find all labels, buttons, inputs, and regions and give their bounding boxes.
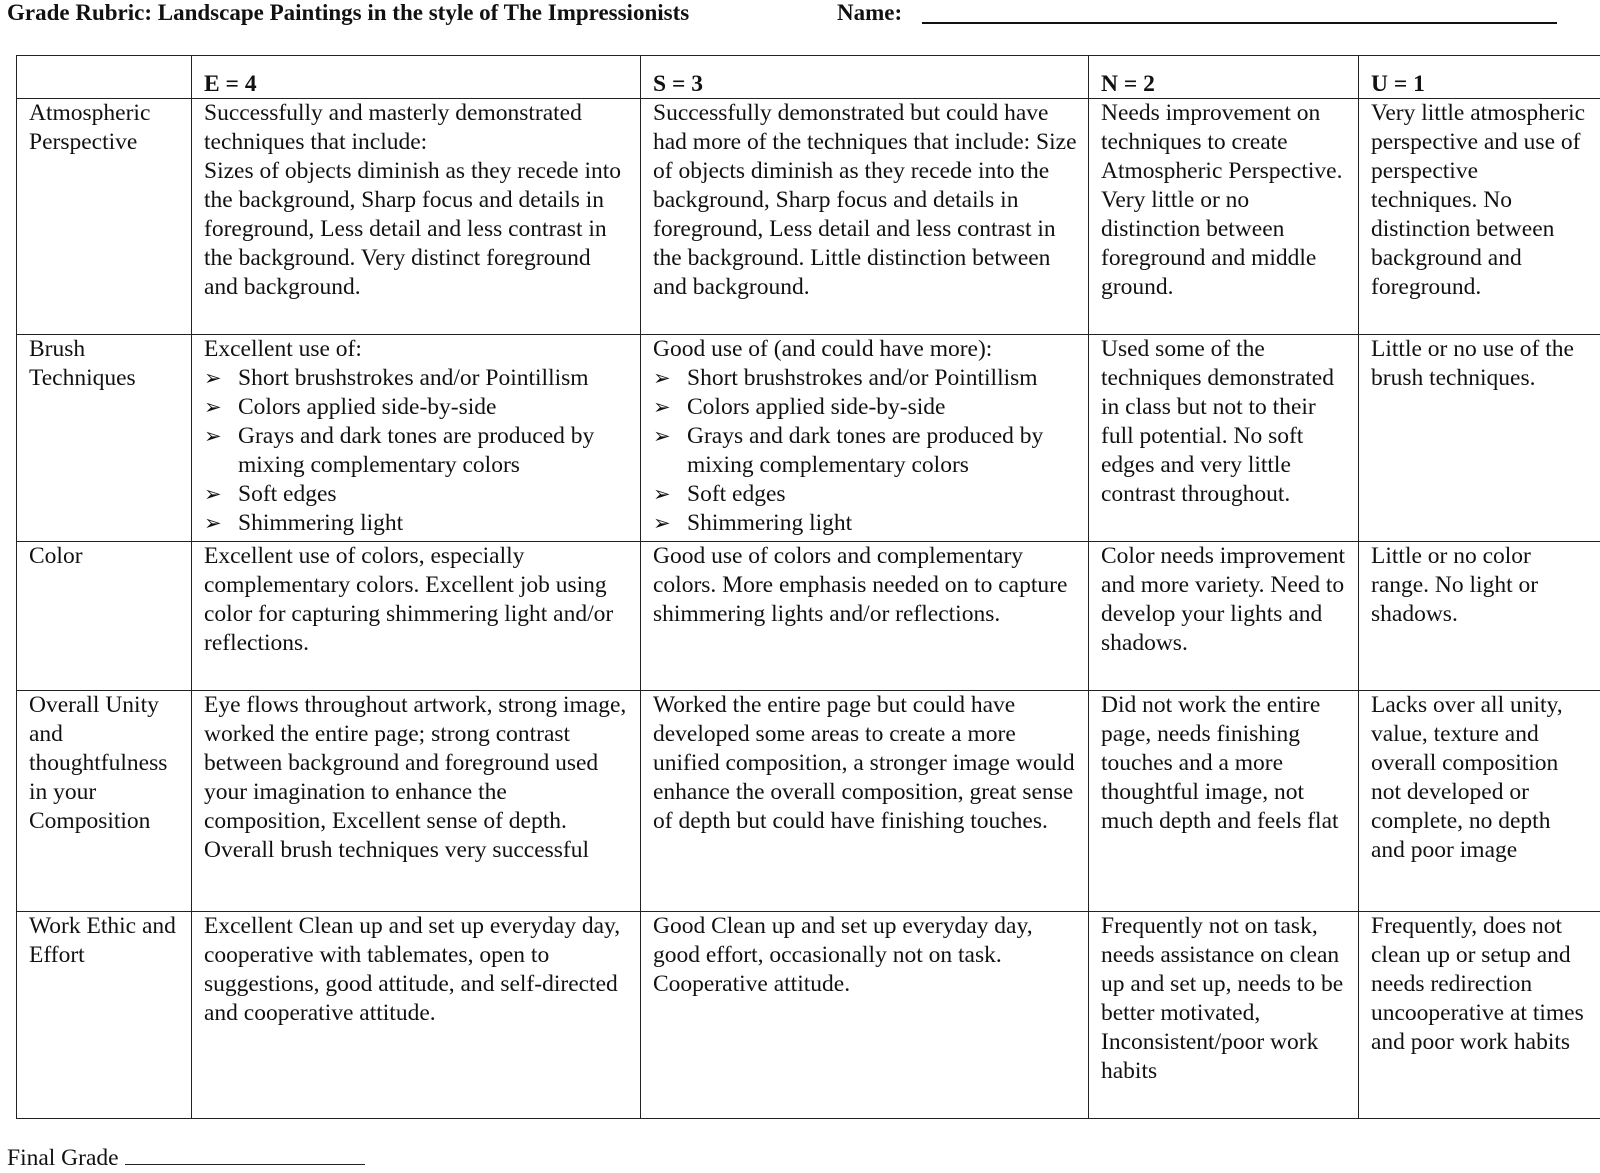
rating-cell-e xyxy=(192,335,641,542)
arrow-bullet-icon: ➢ xyxy=(653,482,671,506)
list-item xyxy=(204,422,630,480)
bullet-list xyxy=(204,364,630,538)
list-item-text: Shimmering light xyxy=(687,510,853,536)
list-item-text: Colors applied side-by-side xyxy=(238,394,497,420)
list-item xyxy=(653,422,1078,480)
arrow-bullet-icon: ➢ xyxy=(653,366,671,390)
column-header-criterion xyxy=(17,56,192,99)
rating-cell-s: Good Clean up and set up everyday day, good effort, occasionally not on task. Cooperative attitude. xyxy=(641,912,1089,1119)
table-row xyxy=(17,542,1600,691)
rating-cell-e xyxy=(192,99,641,335)
criterion-cell: Brush Techniques xyxy=(17,335,192,542)
rating-cell-s: Successfully demonstrated but could have had more of the techniques that include: Size of objects diminish as they recede into the background, Sharp focus and details in foreground, Less detail and less contrast in the background. Little distinction between and background. xyxy=(641,99,1089,335)
list-item xyxy=(653,393,1078,422)
arrow-bullet-icon: ➢ xyxy=(204,482,222,506)
column-header-e: E = 4 xyxy=(192,56,641,99)
rating-cell-e: Eye flows throughout artwork, strong image, worked the entire page; strong contrast between background and foreground used your imagination to enhance the composition, Excellent sense of depth. Overall brush techniques very successful xyxy=(192,691,641,912)
list-item-text: Colors applied side-by-side xyxy=(687,394,946,420)
list-item xyxy=(204,480,630,509)
name-field-line[interactable] xyxy=(922,22,1557,24)
arrow-bullet-icon: ➢ xyxy=(653,511,671,535)
list-item xyxy=(204,393,630,422)
criterion-cell: Overall Unity and thoughtfulness in your Composition xyxy=(17,691,192,912)
final-grade-section xyxy=(7,1145,365,1172)
rating-cell-n: Frequently not on task, needs assistance on clean up and set up, needs to be better motivated, Inconsistent/poor work habits xyxy=(1089,912,1359,1119)
table-row xyxy=(17,335,1600,542)
criterion-cell: Atmospheric Perspective xyxy=(17,99,192,335)
rating-cell-s xyxy=(641,335,1089,542)
rating-cell-n: Did not work the entire page, needs finishing touches and a more thoughtful image, not much depth and feels flat xyxy=(1089,691,1359,912)
cell-text: Successfully and masterly demonstrated techniques that include: xyxy=(204,100,582,155)
list-item-text: Shimmering light xyxy=(238,510,404,536)
table-row xyxy=(17,912,1600,1119)
rating-cell-u: Lacks over all unity, value, texture and overall composition not developed or complete, no depth and poor image xyxy=(1359,691,1600,912)
list-item-text: Grays and dark tones are produced by mixing complementary colors xyxy=(687,423,1044,478)
list-item-text: Grays and dark tones are produced by mixing complementary colors xyxy=(238,423,595,478)
cell-text: Sizes of objects diminish as they recede into the background, Sharp focus and details in foreground, Less detail and less contrast in the background. Very distinct foreground and background. xyxy=(204,158,622,300)
list-item xyxy=(653,509,1078,538)
rating-cell-e: Excellent Clean up and set up everyday day, cooperative with tablemates, open to suggestions, good attitude, and self-directed and cooperative attitude. xyxy=(192,912,641,1119)
cell-text: Good use of (and could have more): xyxy=(653,336,993,362)
list-item-text: Soft edges xyxy=(238,481,337,507)
page-header xyxy=(7,0,1597,30)
rating-cell-u: Frequently, does not clean up or setup and needs redirection uncooperative at times and poor work habits xyxy=(1359,912,1600,1119)
cell-text: Excellent use of: xyxy=(204,336,362,362)
column-header-n: N = 2 xyxy=(1089,56,1359,99)
rating-cell-s: Worked the entire page but could have developed some areas to create a more unified composition, a stronger image would enhance the overall composition, great sense of depth but could have finishing touches. xyxy=(641,691,1089,912)
list-item xyxy=(204,509,630,538)
arrow-bullet-icon: ➢ xyxy=(204,511,222,535)
arrow-bullet-icon: ➢ xyxy=(204,395,222,419)
list-item xyxy=(204,364,630,393)
column-header-s: S = 3 xyxy=(641,56,1089,99)
rating-cell-e: Excellent use of colors, especially complementary colors. Excellent job using color for capturing shimmering light and/or reflections. xyxy=(192,542,641,691)
rating-cell-u: Little or no color range. No light or shadows. xyxy=(1359,542,1600,691)
arrow-bullet-icon: ➢ xyxy=(653,395,671,419)
rating-cell-u: Very little atmospheric perspective and use of perspective techniques. No distinction between background and foreground. xyxy=(1359,99,1600,335)
list-item-text: Short brushstrokes and/or Pointillism xyxy=(687,365,1038,391)
rating-cell-n: Needs improvement on techniques to create Atmospheric Perspective. Very little or no distinction between foreground and middle ground. xyxy=(1089,99,1359,335)
rating-cell-u: Little or no use of the brush techniques. xyxy=(1359,335,1600,542)
table-row xyxy=(17,99,1600,335)
rubric-title: Grade Rubric: Landscape Paintings in the style of The Impressionists xyxy=(7,0,690,25)
list-item-text: Soft edges xyxy=(687,481,786,507)
list-item xyxy=(653,364,1078,393)
rating-cell-s: Good use of colors and complementary colors. More emphasis needed on to capture shimmering lights and/or reflections. xyxy=(641,542,1089,691)
criterion-cell: Work Ethic and Effort xyxy=(17,912,192,1119)
arrow-bullet-icon: ➢ xyxy=(204,424,222,448)
criterion-cell: Color xyxy=(17,542,192,691)
table-row xyxy=(17,691,1600,912)
rating-cell-n: Color needs improvement and more variety. Need to develop your lights and shadows. xyxy=(1089,542,1359,691)
final-grade-line[interactable] xyxy=(125,1164,365,1165)
rating-cell-n: Used some of the techniques demonstrated in class but not to their full potential. No soft edges and very little contrast throughout. xyxy=(1089,335,1359,542)
list-item xyxy=(653,480,1078,509)
rubric-table xyxy=(16,55,1600,1119)
header-row xyxy=(17,56,1600,99)
column-header-u: U = 1 xyxy=(1359,56,1600,99)
final-grade-label: Final Grade xyxy=(7,1145,119,1171)
arrow-bullet-icon: ➢ xyxy=(204,366,222,390)
bullet-list xyxy=(653,364,1078,538)
arrow-bullet-icon: ➢ xyxy=(653,424,671,448)
name-label: Name: xyxy=(837,0,903,25)
list-item-text: Short brushstrokes and/or Pointillism xyxy=(238,365,589,391)
